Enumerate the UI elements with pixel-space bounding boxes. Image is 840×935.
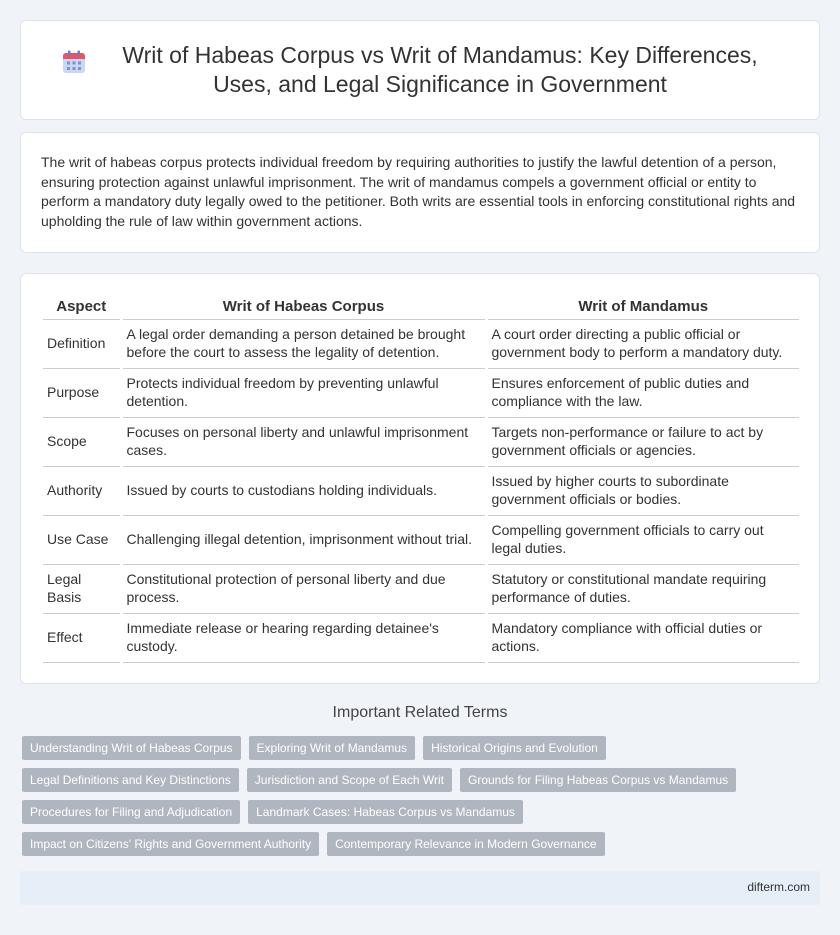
habeas-cell: Issued by courts to custodians holding individuals.: [121, 466, 486, 515]
related-row: [22, 800, 822, 824]
related-row: [22, 736, 822, 760]
comparison-card: [20, 273, 820, 684]
header-habeas-corpus: Writ of Habeas Corpus: [121, 295, 486, 319]
habeas-cell: Challenging illegal detention, imprisonment without trial.: [121, 515, 486, 564]
title-card: [20, 20, 820, 120]
mandamus-cell: Targets non-performance or failure to act by government officials or agencies.: [486, 417, 799, 466]
related-term-link[interactable]: Exploring Writ of Mandamus: [249, 736, 416, 760]
page-title: Writ of Habeas Corpus vs Writ of Mandamus: Key Differences, Uses, and Legal Significance in Government: [122, 42, 758, 97]
related-row: [22, 768, 822, 792]
aspect-cell: Use Case: [43, 515, 121, 564]
intro-text: The writ of habeas corpus protects individual freedom by requiring authorities to justify the lawful detention of a person, ensuring protection against unlawful imprisonment. The writ of mandamus compels a government official or entity to perform a mandatory duty legally owed to the petitioner. Both writs are essential tools in enforcing constitutional rights and upholding the rule of law within government actions.: [41, 154, 796, 230]
table-row: [43, 466, 799, 515]
aspect-cell: Definition: [43, 319, 121, 368]
related-term-link[interactable]: Historical Origins and Evolution: [423, 736, 606, 760]
mandamus-cell: A court order directing a public official or government body to perform a mandatory duty.: [486, 319, 799, 368]
mandamus-cell: Ensures enforcement of public duties and compliance with the law.: [486, 368, 799, 417]
table-header-row: [43, 295, 799, 319]
mandamus-cell: Issued by higher courts to subordinate government officials or bodies.: [486, 466, 799, 515]
table-row: [43, 417, 799, 466]
aspect-cell: Legal Basis: [43, 564, 121, 613]
aspect-cell: Authority: [43, 466, 121, 515]
mandamus-cell: Mandatory compliance with official duties or actions.: [486, 613, 799, 662]
habeas-cell: Immediate release or hearing regarding detainee's custody.: [121, 613, 486, 662]
habeas-cell: Constitutional protection of personal liberty and due process.: [121, 564, 486, 613]
habeas-cell: Protects individual freedom by preventing unlawful detention.: [121, 368, 486, 417]
calendar-icon: [61, 49, 87, 75]
comparison-table: [43, 295, 799, 663]
habeas-cell: A legal order demanding a person detained be brought before the court to assess the legality of detention.: [121, 319, 486, 368]
mandamus-cell: Compelling government officials to carry out legal duties.: [486, 515, 799, 564]
related-term-link[interactable]: Impact on Citizens' Rights and Government Authority: [22, 832, 319, 856]
related-terms: [22, 736, 822, 864]
mandamus-cell: Statutory or constitutional mandate requiring performance of duties.: [486, 564, 799, 613]
intro-card: [20, 132, 820, 253]
aspect-cell: Purpose: [43, 368, 121, 417]
header-aspect: Aspect: [43, 295, 121, 319]
related-term-link[interactable]: Landmark Cases: Habeas Corpus vs Mandamus: [248, 800, 523, 824]
related-term-link[interactable]: Legal Definitions and Key Distinctions: [22, 768, 239, 792]
table-row: [43, 515, 799, 564]
habeas-cell: Focuses on personal liberty and unlawful imprisonment cases.: [121, 417, 486, 466]
aspect-cell: Effect: [43, 613, 121, 662]
related-term-link[interactable]: Procedures for Filing and Adjudication: [22, 800, 240, 824]
related-term-link[interactable]: Contemporary Relevance in Modern Governance: [327, 832, 604, 856]
footer-site-link[interactable]: difterm.com: [747, 880, 810, 894]
table-row: [43, 564, 799, 613]
header-mandamus: Writ of Mandamus: [486, 295, 799, 319]
related-term-link[interactable]: Grounds for Filing Habeas Corpus vs Mandamus: [460, 768, 736, 792]
related-term-link[interactable]: Understanding Writ of Habeas Corpus: [22, 736, 241, 760]
related-terms-heading: Important Related Terms: [332, 704, 508, 721]
table-row: [43, 319, 799, 368]
related-row: [22, 832, 822, 856]
aspect-cell: Scope: [43, 417, 121, 466]
table-row: [43, 613, 799, 662]
table-row: [43, 368, 799, 417]
related-term-link[interactable]: Jurisdiction and Scope of Each Writ: [247, 768, 452, 792]
footer: [20, 871, 820, 905]
